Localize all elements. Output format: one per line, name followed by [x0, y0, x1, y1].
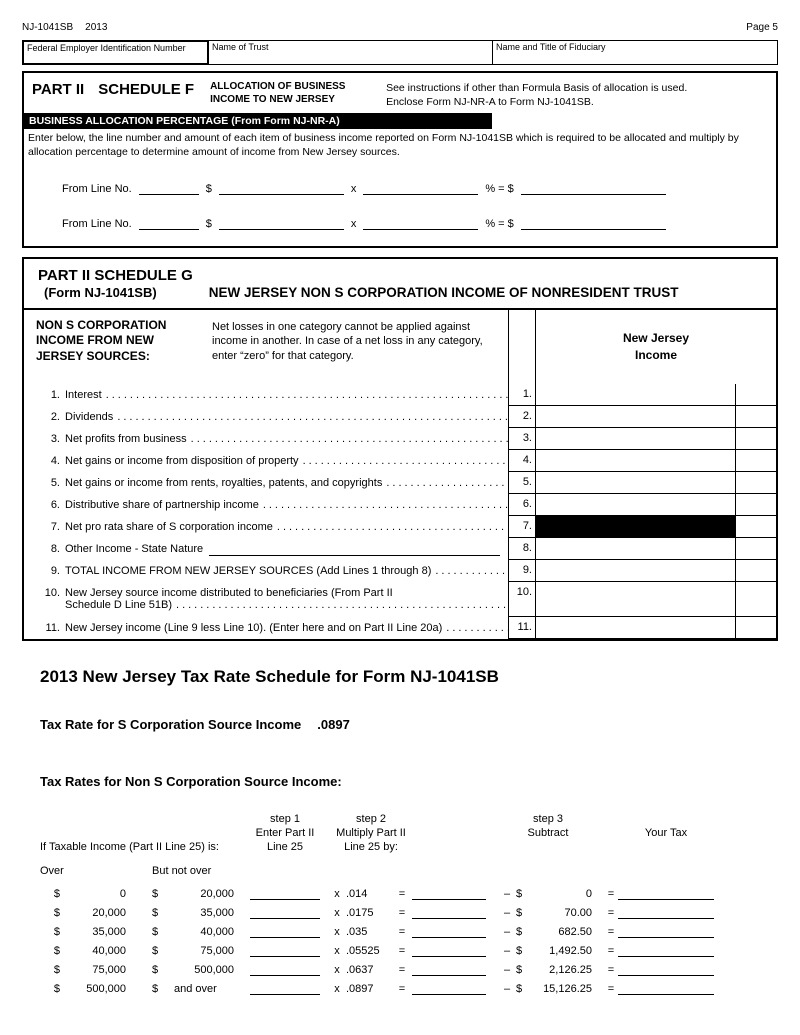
amount-cell[interactable]	[536, 582, 736, 617]
nj-source-income-field[interactable]	[521, 182, 666, 195]
line-ref: 10.	[508, 582, 536, 617]
tax-table-range-labels	[40, 865, 778, 877]
dollar-sign: $	[152, 906, 159, 919]
product-field[interactable]	[412, 887, 486, 900]
income-row-2	[24, 406, 776, 428]
cents-cell[interactable]	[736, 406, 776, 428]
row-number: 7.	[50, 520, 60, 533]
percent-equals-label: % = $	[485, 217, 514, 230]
rate-value: .0175	[346, 906, 374, 919]
nj-income-column-header: New Jersey Income	[622, 331, 690, 362]
minus-sign: –	[504, 963, 511, 976]
schedule-g-section	[22, 257, 778, 641]
multiply-sign: x	[334, 944, 340, 957]
s-corp-rate-label: Tax Rate for S Corporation Source Income	[40, 716, 302, 732]
row-number: 4.	[50, 454, 60, 467]
dollar-sign: $	[53, 906, 60, 919]
from-line-label: From Line No.	[62, 182, 132, 195]
line-ref: 3.	[508, 428, 536, 450]
nj-source-income-field[interactable]	[521, 217, 666, 230]
dot-leader	[102, 389, 508, 401]
product-field[interactable]	[412, 963, 486, 976]
allocation-row-1	[62, 182, 776, 195]
not-over-amount: 40,000	[200, 925, 234, 938]
over-amount: 500,000	[86, 982, 126, 995]
taxable-income-field[interactable]	[250, 982, 320, 995]
your-tax-field[interactable]	[618, 963, 714, 976]
but-not-over-label: But not over	[152, 864, 212, 877]
row-number: 5.	[50, 476, 60, 489]
subtract-amount: 15,126.25	[543, 982, 592, 995]
dollar-sign: $	[516, 925, 523, 938]
over-amount: 0	[119, 887, 126, 900]
tax-bracket-row-4	[40, 940, 778, 957]
dollar-sign: $	[152, 982, 159, 995]
your-tax-field[interactable]	[618, 982, 714, 995]
rate-value: .014	[346, 887, 368, 900]
schedule-g-table	[24, 308, 776, 639]
schedule-g-title: NEW JERSEY NON S CORPORATION INCOME OF NONRESIDENT TRUST	[208, 284, 679, 300]
not-over-amount: 500,000	[194, 963, 234, 976]
dollar-sign: $	[516, 944, 523, 957]
income-row-7	[24, 516, 776, 538]
dot-leader	[299, 455, 508, 467]
income-row-1	[24, 384, 776, 406]
row-label: Net gains or income from disposition of property	[65, 454, 299, 467]
taxable-income-field[interactable]	[250, 887, 320, 900]
subtract-amount: 70.00	[564, 906, 592, 919]
line-ref-column-header	[508, 310, 536, 384]
step1-subheader: Enter Part II	[255, 826, 315, 839]
row-number: 3.	[50, 432, 60, 445]
income-row-4	[24, 450, 776, 472]
dot-leader	[259, 499, 508, 511]
multiply-sign: x	[334, 982, 340, 995]
row-label-continued: Schedule D Line 51B)	[65, 599, 173, 612]
product-field[interactable]	[412, 925, 486, 938]
fiduciary-label: Name and Title of Fiduciary	[496, 42, 606, 52]
schedule-f-instructions: See instructions if other than Formula Basis of allocation is used. Enclose Form NJ-NR-A to Form NJ-1041SB.	[386, 82, 688, 109]
dollar-sign: $	[516, 982, 523, 995]
tax-table-sub-row	[40, 827, 778, 839]
schedule-f-subtitle: ALLOCATION OF BUSINESS INCOME TO NEW JERSEY	[210, 81, 346, 105]
dot-leader	[187, 433, 508, 445]
cents-cell[interactable]	[736, 560, 776, 582]
cents-cell[interactable]	[736, 384, 776, 406]
row-label: Net pro rata share of S corporation income	[65, 520, 273, 533]
line-ref: 1.	[508, 384, 536, 406]
allocation-row-2	[62, 217, 776, 230]
income-row-6	[24, 494, 776, 516]
line-ref: 7.	[508, 516, 536, 538]
minus-sign: –	[504, 944, 511, 957]
over-amount: 35,000	[92, 925, 126, 938]
line-ref: 5.	[508, 472, 536, 494]
dollar-sign: $	[152, 887, 159, 900]
product-field[interactable]	[412, 906, 486, 919]
equals-sign: =	[398, 906, 406, 919]
trust-name-field[interactable]	[209, 41, 493, 64]
product-field[interactable]	[412, 982, 486, 995]
your-tax-field[interactable]	[618, 925, 714, 938]
row-label: Other Income - State Nature	[65, 542, 204, 555]
not-over-amount: 35,000	[200, 906, 234, 919]
amount-cell[interactable]	[536, 450, 736, 472]
amount-field[interactable]	[219, 217, 344, 230]
line-ref: 4.	[508, 450, 536, 472]
sources-heading: NON S CORPORATION INCOME FROM NEW JERSEY SOURCES:	[36, 317, 167, 363]
taxable-income-field[interactable]	[250, 963, 320, 976]
tax-table-step-row	[40, 813, 778, 825]
multiply-sign: x	[334, 963, 340, 976]
row-number: 11.	[45, 621, 60, 634]
schedule-f-body-text: Enter below, the line number and amount of each item of business income reported on Form NJ-1041SB which is required to be allocated and multiply by allocation percentage to determine amount of income from New Jersey sources.	[28, 132, 739, 158]
rate-value: .05525	[346, 944, 380, 957]
amount-cell[interactable]	[536, 384, 736, 406]
taxable-income-condition: If Taxable Income (Part II Line 25) is:	[40, 840, 219, 853]
from-line-label: From Line No.	[62, 217, 132, 230]
multiply-sign: x	[334, 887, 340, 900]
equals-sign: =	[398, 944, 406, 957]
amount-cell[interactable]	[536, 560, 736, 582]
step3-header: step 3	[533, 812, 563, 825]
over-amount: 75,000	[92, 963, 126, 976]
product-field[interactable]	[412, 944, 486, 957]
identification-row	[22, 40, 778, 65]
dot-leader	[172, 599, 508, 611]
line-number-field[interactable]	[139, 182, 199, 195]
multiply-sign: x	[350, 182, 357, 195]
tax-bracket-row-1	[40, 883, 778, 900]
taxable-income-field[interactable]	[250, 925, 320, 938]
rate-value: .0897	[346, 982, 374, 995]
page-header	[22, 22, 778, 33]
dollar-sign: $	[53, 963, 60, 976]
income-row-5	[24, 472, 776, 494]
s-corp-rate-value: .0897	[317, 716, 350, 732]
multiply-sign: x	[334, 925, 340, 938]
line-ref: 6.	[508, 494, 536, 516]
dot-leader	[442, 622, 508, 634]
row-label: Dividends	[65, 410, 114, 423]
equals-sign: =	[398, 982, 406, 995]
step3-subheader: Subtract	[527, 826, 569, 839]
subtract-amount: 0	[585, 887, 592, 900]
dollar-sign: $	[205, 182, 212, 195]
amount-field[interactable]	[219, 182, 344, 195]
your-tax-header: Your Tax	[644, 826, 688, 839]
step1-line-ref: Line 25	[266, 840, 304, 853]
equals-sign: =	[607, 887, 615, 900]
dollar-sign: $	[516, 887, 523, 900]
multiply-sign: x	[350, 217, 357, 230]
row-number: 9.	[50, 564, 60, 577]
dollar-sign: $	[53, 887, 60, 900]
minus-sign: –	[504, 982, 511, 995]
fein-field[interactable]	[23, 41, 209, 64]
cents-cell[interactable]	[736, 617, 776, 639]
row-label: Net gains or income from rents, royalties, patents, and copyrights	[65, 476, 383, 489]
cents-cell[interactable]	[736, 582, 776, 617]
tax-bracket-row-5	[40, 959, 778, 976]
cents-cell[interactable]	[736, 472, 776, 494]
row-number: 1.	[50, 388, 60, 401]
equals-sign: =	[607, 982, 615, 995]
fiduciary-field[interactable]	[493, 41, 777, 64]
allocation-percentage-bar: BUSINESS ALLOCATION PERCENTAGE (From Form NJ-NR-A)	[24, 113, 492, 129]
dollar-sign: $	[152, 963, 159, 976]
step2-subheader: Multiply Part II	[336, 826, 406, 839]
rate-value: .035	[346, 925, 368, 938]
amount-cell[interactable]	[536, 617, 736, 639]
minus-sign: –	[504, 906, 511, 919]
state-nature-field[interactable]	[209, 542, 500, 556]
dollar-sign: $	[53, 944, 60, 957]
equals-sign: =	[398, 925, 406, 938]
net-loss-note: Net losses in one category cannot be applied against income in another. In case of a net loss in any category, enter “zero” for that category.	[212, 320, 483, 363]
multiply-sign: x	[334, 906, 340, 919]
row-number: 8.	[50, 542, 60, 555]
equals-sign: =	[607, 944, 615, 957]
schedule-f-section	[22, 71, 778, 248]
subtract-amount: 2,126.25	[549, 963, 592, 976]
over-amount: 40,000	[92, 944, 126, 957]
s-corp-rate-line	[40, 717, 778, 732]
equals-sign: =	[398, 887, 406, 900]
row-label: New Jersey income (Line 9 less Line 10). (Enter here and on Part II Line 20a)	[65, 621, 443, 634]
dot-leader	[382, 477, 508, 489]
your-tax-field[interactable]	[618, 887, 714, 900]
row-number: 6.	[50, 498, 60, 511]
cents-cell[interactable]	[736, 450, 776, 472]
line-ref: 11.	[508, 617, 536, 639]
dollar-sign: $	[53, 925, 60, 938]
dollar-sign: $	[152, 925, 159, 938]
your-tax-field[interactable]	[618, 944, 714, 957]
not-over-amount: 20,000	[200, 887, 234, 900]
not-over-amount: and over	[174, 982, 217, 995]
over-amount: 20,000	[92, 906, 126, 919]
row-number: 10.	[44, 587, 60, 600]
equals-sign: =	[607, 925, 615, 938]
form-number: NJ-1041SB	[22, 22, 74, 33]
line-ref: 9.	[508, 560, 536, 582]
minus-sign: –	[504, 887, 511, 900]
tax-schedule-title: 2013 New Jersey Tax Rate Schedule for Form NJ-1041SB	[40, 666, 499, 686]
fein-label: Federal Employer Identification Number	[27, 43, 186, 53]
dot-leader	[113, 411, 508, 423]
amount-cell[interactable]	[536, 428, 736, 450]
income-row-3	[24, 428, 776, 450]
dollar-sign: $	[53, 982, 60, 995]
dollar-sign: $	[205, 217, 212, 230]
subtract-amount: 1,492.50	[549, 944, 592, 957]
cents-cell[interactable]	[736, 494, 776, 516]
allocation-percentage-field[interactable]	[363, 182, 478, 195]
tax-bracket-row-6	[40, 978, 778, 995]
equals-sign: =	[607, 963, 615, 976]
tax-bracket-row-3	[40, 921, 778, 938]
subtract-amount: 682.50	[558, 925, 592, 938]
page-number: Page 5	[746, 22, 778, 33]
line-ref: 2.	[508, 406, 536, 428]
income-row-8	[24, 538, 776, 560]
income-row-10	[24, 582, 776, 617]
schedule-g-heading: PART II SCHEDULE G (Form NJ-1041SB)	[38, 266, 193, 301]
over-label: Over	[40, 864, 64, 877]
dollar-sign: $	[516, 906, 523, 919]
step2-line-ref: Line 25 by:	[344, 840, 398, 853]
redacted-amount-cell	[536, 516, 736, 538]
amount-cell[interactable]	[536, 538, 736, 560]
cents-cell[interactable]	[736, 428, 776, 450]
line-number-field[interactable]	[139, 217, 199, 230]
dot-leader	[431, 565, 508, 577]
row-label: New Jersey source income distributed to beneficiaries (From Part II	[65, 587, 393, 600]
row-label: Interest	[65, 388, 102, 401]
tax-table-condition-row	[40, 841, 778, 853]
amount-cell[interactable]	[536, 472, 736, 494]
minus-sign: –	[504, 925, 511, 938]
equals-sign: =	[398, 963, 406, 976]
non-s-corp-heading: Tax Rates for Non S Corporation Source Income:	[40, 773, 342, 789]
cents-cell[interactable]	[736, 516, 776, 538]
percent-equals-label: % = $	[485, 182, 514, 195]
form-year: 2013	[85, 22, 108, 33]
amount-cell[interactable]	[536, 494, 736, 516]
rate-value: .0637	[346, 963, 374, 976]
amount-cell[interactable]	[536, 406, 736, 428]
dot-leader	[273, 521, 508, 533]
income-row-11	[24, 617, 776, 639]
row-label: Net profits from business	[65, 432, 187, 445]
part-ii-label: PART II	[32, 81, 85, 98]
step1-header: step 1	[270, 812, 300, 825]
allocation-percentage-field[interactable]	[363, 217, 478, 230]
schedule-f-label: SCHEDULE F	[98, 81, 195, 98]
dollar-sign: $	[152, 944, 159, 957]
tax-bracket-row-2	[40, 902, 778, 919]
step2-header: step 2	[356, 812, 386, 825]
trust-name-label: Name of Trust	[212, 42, 269, 52]
equals-sign: =	[607, 906, 615, 919]
row-label: Distributive share of partnership income	[65, 498, 259, 511]
taxable-income-field[interactable]	[250, 944, 320, 957]
not-over-amount: 75,000	[200, 944, 234, 957]
cents-cell[interactable]	[736, 538, 776, 560]
dollar-sign: $	[516, 963, 523, 976]
line-ref: 8.	[508, 538, 536, 560]
row-label: TOTAL INCOME FROM NEW JERSEY SOURCES (Add Lines 1 through 8)	[65, 564, 432, 577]
your-tax-field[interactable]	[618, 906, 714, 919]
taxable-income-field[interactable]	[250, 906, 320, 919]
income-row-9	[24, 560, 776, 582]
row-number: 2.	[50, 410, 60, 423]
